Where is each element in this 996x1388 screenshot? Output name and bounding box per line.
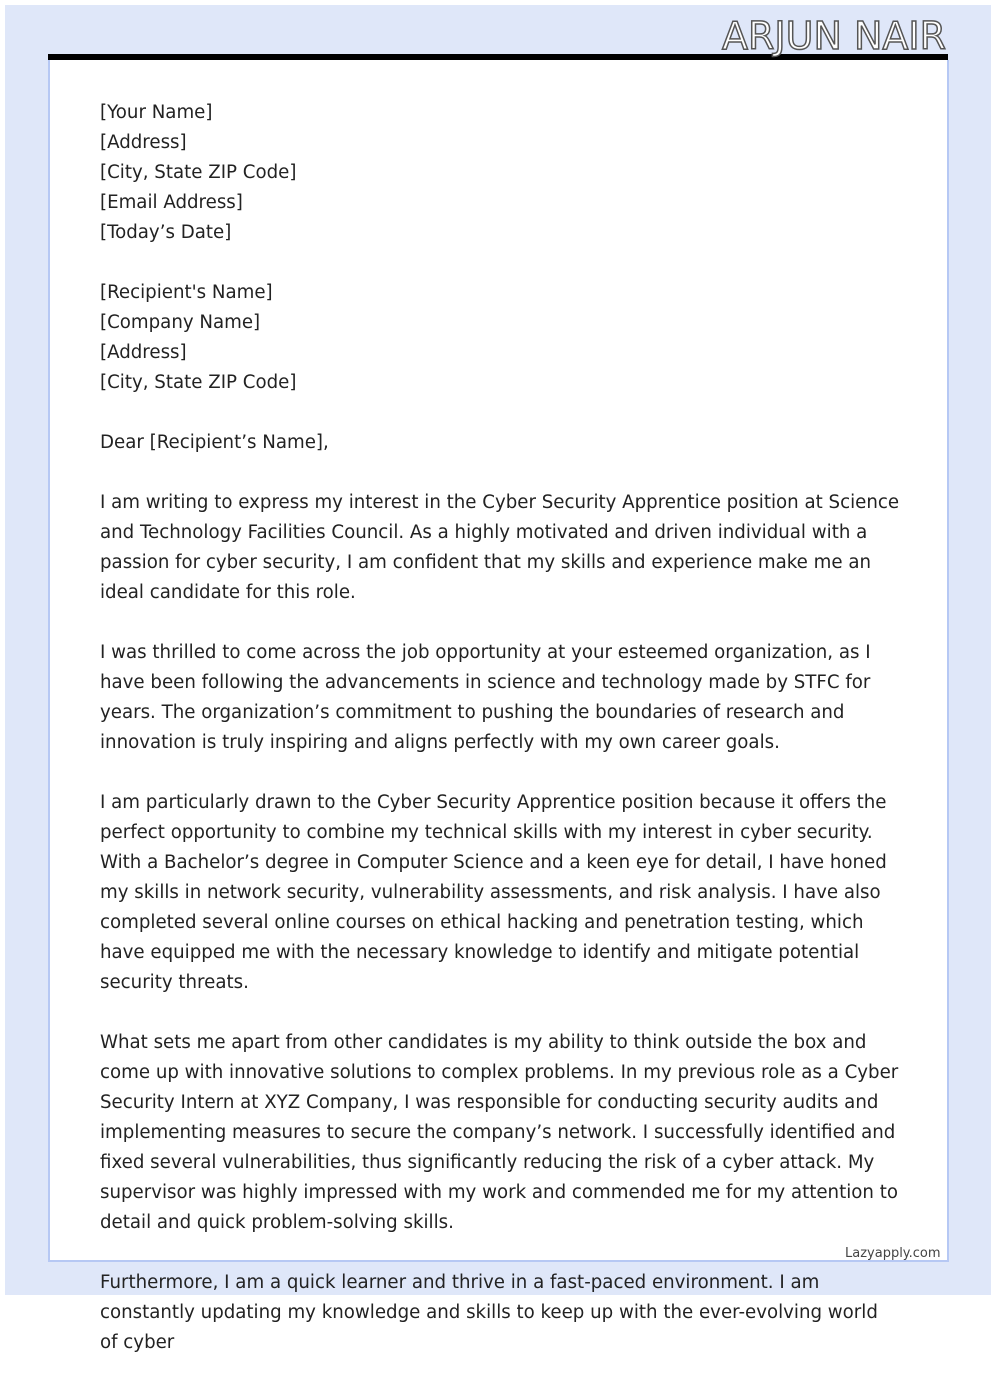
sender-line: [Your Name] bbox=[100, 102, 213, 123]
paragraph: I am particularly drawn to the Cyber Security Apprentice position because it offers the perfect opportunity to combine my technical skills with my interest in cyber security. With a Bachelor’s degree in Computer Science and a keen eye for detail, I have honed my skills in network security, vulnerability assessments, and risk analysis. I have also completed several online courses on ethical hacking and penetration testing, which have equipped me with the necessary knowledge to identify and mitigate potential security threats. bbox=[100, 792, 887, 993]
watermark: Lazyapply.com bbox=[845, 1246, 941, 1261]
sender-line: [Today’s Date] bbox=[100, 222, 232, 243]
sender-line: [Email Address] bbox=[100, 192, 243, 213]
recipient-line: [Recipient's Name] bbox=[100, 282, 273, 303]
applicant-name: ARJUN NAIR bbox=[722, 14, 946, 58]
letter-body bbox=[100, 98, 900, 1388]
recipient-line: [City, State ZIP Code] bbox=[100, 372, 297, 393]
sender-block bbox=[100, 98, 900, 248]
paragraph: Furthermore, I am a quick learner and thrive in a fast-paced environment. I am constantly updating my knowledge and skills to keep up with the ever-evolving world of cyber bbox=[100, 1272, 878, 1353]
sender-line: [City, State ZIP Code] bbox=[100, 162, 297, 183]
recipient-line: [Company Name] bbox=[100, 312, 261, 333]
salutation: Dear [Recipient’s Name], bbox=[100, 432, 329, 453]
paragraph: I am writing to express my interest in the Cyber Security Apprentice position at Science and Technology Facilities Council. As a highly motivated and driven individual with a passion for cyber security, I am confident that my skills and experience make me an ideal candidate for this role. bbox=[100, 492, 900, 603]
paragraph: What sets me apart from other candidates is my ability to think outside the box and come up with innovative solutions to complex problems. In my previous role as a Cyber Security Intern at XYZ Company, I was responsible for conducting security audits and implementing measures to secure the company’s network. I successfully identified and fixed several vulnerabilities, thus significantly reducing the risk of a cyber attack. My supervisor was highly impressed with my work and commended me for my attention to detail and quick problem-solving skills. bbox=[100, 1032, 899, 1233]
recipient-line: [Address] bbox=[100, 342, 187, 363]
recipient-block bbox=[100, 278, 900, 398]
paragraph: I was thrilled to come across the job opportunity at your esteemed organization, as I have been following the advancements in science and technology made by STFC for years. The organization’s commitment to pushing the boundaries of research and innovation is truly inspiring and aligns perfectly with my own career goals. bbox=[100, 642, 871, 753]
sender-line: [Address] bbox=[100, 132, 187, 153]
